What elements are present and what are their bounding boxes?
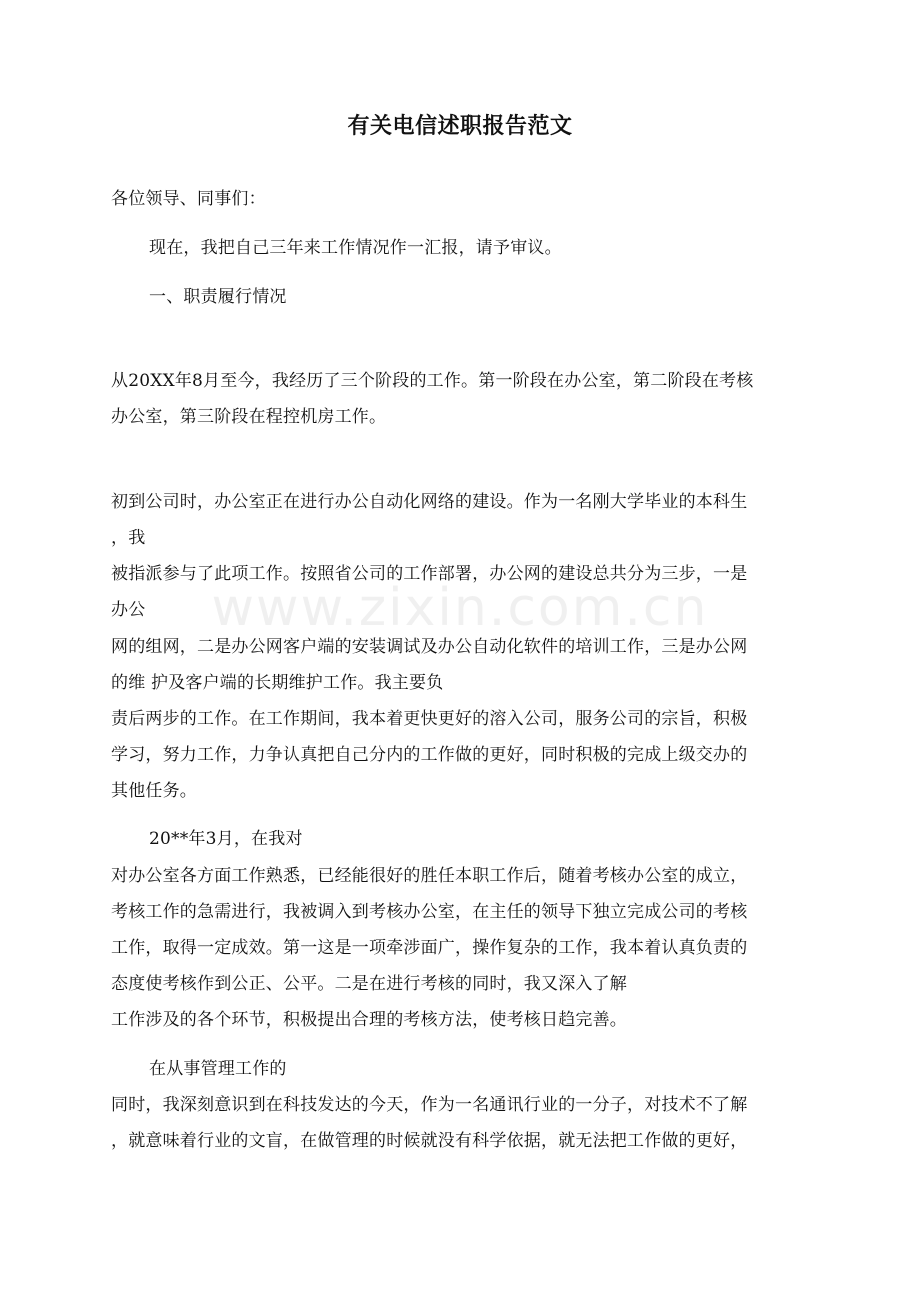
paragraph-line: 的维 护及客户端的长期维护工作。我主要负 [111,673,444,693]
paragraph-line: 现在，我把自己三年来工作情况作一汇报，请予审议。 [149,238,562,258]
paragraph-line: ，就意味着行业的文盲，在做管理的时候就没有科学依据，就无法把工作做的更好， [111,1131,748,1151]
paragraph-line: 工作涉及的各个环节，积极提出合理的考核方法，使考核日趋完善。 [111,1010,627,1030]
section-heading: 一、职责履行情况 [149,287,287,307]
paragraph-line: 责后两步的工作。在工作期间，我本着更快更好的溶入公司，服务公司的宗旨，积极 [111,709,748,729]
greeting: 各位领导、同事们： [111,189,266,209]
paragraph-line: 学习，努力工作，力争认真把自己分内的工作做的更好，同时积极的完成上级交办的 [111,745,748,765]
paragraph-line: 网的组网，二是办公网客户端的安装调试及办公自动化软件的培训工作，三是办公网 [111,637,748,657]
paragraph-line: 态度使考核作到公正、公平。二是在进行考核的同时，我又深入了解 [111,974,627,994]
paragraph-line: 办公室，第三阶段在程控机房工作。 [111,407,387,427]
paragraph-line: 其他任务。 [111,781,197,801]
paragraph-line: 从20XX年8月至今，我经历了三个阶段的工作。第一阶段在办公室，第二阶段在考核 [111,371,754,391]
paragraph-line: 同时，我深刻意识到在科技发达的今天，作为一名通讯行业的一分子，对技术不了解 [111,1095,748,1115]
paragraph-line: 对办公室各方面工作熟悉，已经能很好的胜任本职工作后，随着考核办公室的成立， [111,866,748,886]
paragraph-line: 考核工作的急需进行，我被调入到考核办公室，在主任的领导下独立完成公司的考核 [111,902,748,922]
paragraph-line: 初到公司时，办公室正在进行办公自动化网络的建设。作为一名刚大学毕业的本科生 [111,492,748,512]
watermark: www.zixin.com.cn [211,578,709,638]
paragraph-line: ，我 [111,528,146,548]
paragraph-line: 被指派参与了此项工作。按照省公司的工作部署，办公网的建设总共分为三步，一是 [111,564,748,584]
paragraph-line: 办公 [111,600,146,620]
paragraph-line: 工作，取得一定成效。第一这是一项牵涉面广，操作复杂的工作，我本着认真负责的 [111,938,748,958]
document-title: 有关电信述职报告范文 [347,113,573,139]
paragraph-line: 在从事管理工作的 [149,1059,287,1079]
paragraph-line: 20**年3月，在我对 [149,829,303,849]
